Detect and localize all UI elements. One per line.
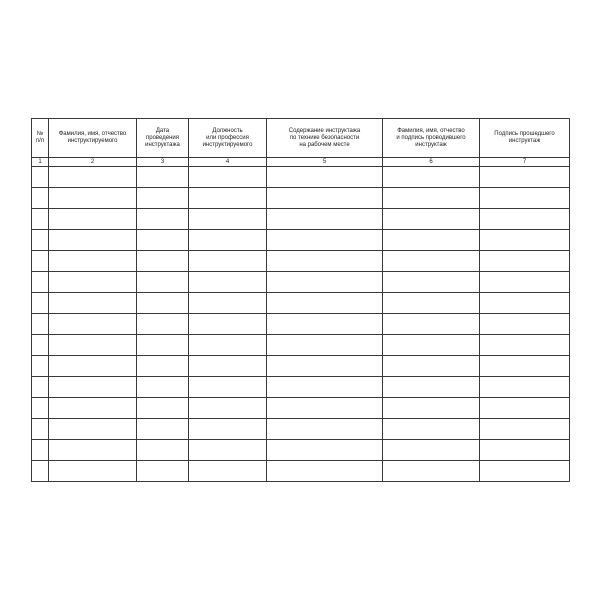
table-cell[interactable]: [480, 377, 570, 398]
table-cell[interactable]: [49, 356, 137, 377]
table-cell[interactable]: [32, 230, 49, 251]
column-header-trainee-name: Фамилия, имя, отчество инструктируемого: [49, 119, 137, 158]
table-cell[interactable]: [189, 230, 267, 251]
table-cell[interactable]: [383, 230, 480, 251]
table-cell[interactable]: [267, 188, 383, 209]
table-cell[interactable]: [137, 440, 189, 461]
table-cell[interactable]: [383, 272, 480, 293]
table-cell[interactable]: [189, 188, 267, 209]
table-cell[interactable]: [49, 188, 137, 209]
table-cell[interactable]: [480, 167, 570, 188]
table-cell[interactable]: [32, 398, 49, 419]
table-cell[interactable]: [32, 377, 49, 398]
table-cell[interactable]: [189, 251, 267, 272]
table-cell[interactable]: [49, 461, 137, 482]
column-number: 3: [137, 158, 189, 167]
table-cell[interactable]: [189, 272, 267, 293]
table-cell[interactable]: [137, 314, 189, 335]
table-cell[interactable]: [137, 230, 189, 251]
table-cell[interactable]: [49, 314, 137, 335]
table-cell[interactable]: [137, 419, 189, 440]
table-cell[interactable]: [267, 461, 383, 482]
column-header-trainee-signature: Подпись прошедшего инструктаж: [480, 119, 570, 158]
column-number-row: [32, 158, 570, 167]
header-row: [32, 119, 570, 158]
table-row: [32, 377, 570, 398]
table-cell[interactable]: [267, 398, 383, 419]
table-cell[interactable]: [189, 461, 267, 482]
table-cell[interactable]: [383, 251, 480, 272]
table-cell[interactable]: [32, 356, 49, 377]
table-cell[interactable]: [32, 293, 49, 314]
table-cell[interactable]: [383, 293, 480, 314]
table-cell[interactable]: [267, 314, 383, 335]
table-cell[interactable]: [137, 398, 189, 419]
table-cell[interactable]: [189, 440, 267, 461]
table-cell[interactable]: [189, 419, 267, 440]
column-header-instruction-content: Содержание инструктажа по технике безопасности на рабочем месте: [267, 119, 383, 158]
table-cell[interactable]: [189, 293, 267, 314]
table-cell[interactable]: [480, 293, 570, 314]
instruction-log-table: [31, 118, 570, 482]
table-cell[interactable]: [49, 293, 137, 314]
table-cell[interactable]: [32, 209, 49, 230]
table-cell[interactable]: [480, 314, 570, 335]
table-row: [32, 209, 570, 230]
table-cell[interactable]: [480, 356, 570, 377]
column-number: 1: [32, 158, 49, 167]
table-cell[interactable]: [189, 314, 267, 335]
table-cell[interactable]: [480, 461, 570, 482]
table-cell[interactable]: [137, 293, 189, 314]
table-cell[interactable]: [267, 356, 383, 377]
column-header-row-number: № п/п: [32, 119, 49, 158]
table-cell[interactable]: [267, 440, 383, 461]
table-cell[interactable]: [137, 167, 189, 188]
table-cell[interactable]: [383, 188, 480, 209]
table-row: [32, 293, 570, 314]
table-cell[interactable]: [32, 167, 49, 188]
table-cell[interactable]: [383, 335, 480, 356]
table-cell[interactable]: [480, 272, 570, 293]
table-row: [32, 188, 570, 209]
table-cell[interactable]: [49, 440, 137, 461]
table-cell[interactable]: [383, 440, 480, 461]
table-cell[interactable]: [189, 167, 267, 188]
table-cell[interactable]: [480, 209, 570, 230]
table-cell[interactable]: [480, 398, 570, 419]
table-cell[interactable]: [137, 188, 189, 209]
table-cell[interactable]: [189, 335, 267, 356]
table-cell[interactable]: [49, 209, 137, 230]
table-cell[interactable]: [32, 272, 49, 293]
table-cell[interactable]: [383, 356, 480, 377]
table-cell[interactable]: [189, 209, 267, 230]
table-cell[interactable]: [189, 356, 267, 377]
table-cell[interactable]: [137, 209, 189, 230]
table-cell[interactable]: [383, 314, 480, 335]
table-cell[interactable]: [49, 377, 137, 398]
table-cell[interactable]: [137, 356, 189, 377]
table-row: [32, 230, 570, 251]
table-cell[interactable]: [267, 335, 383, 356]
table-cell[interactable]: [480, 188, 570, 209]
table-row: [32, 398, 570, 419]
table-cell[interactable]: [383, 419, 480, 440]
table-row: [32, 440, 570, 461]
table-row: [32, 167, 570, 188]
table-cell[interactable]: [49, 272, 137, 293]
table-cell[interactable]: [267, 377, 383, 398]
column-number: 2: [49, 158, 137, 167]
table-row: [32, 461, 570, 482]
table-cell[interactable]: [383, 398, 480, 419]
table-cell[interactable]: [480, 419, 570, 440]
column-number: 4: [189, 158, 267, 167]
table-cell[interactable]: [49, 419, 137, 440]
table-cell[interactable]: [480, 335, 570, 356]
table-cell[interactable]: [383, 167, 480, 188]
table-cell[interactable]: [383, 377, 480, 398]
column-header-instructor-name-signature: Фамилия, имя, отчество и подпись проводившего инструктаж: [383, 119, 480, 158]
table-cell[interactable]: [267, 293, 383, 314]
table-cell[interactable]: [267, 272, 383, 293]
table-cell[interactable]: [32, 251, 49, 272]
table-cell[interactable]: [189, 377, 267, 398]
table-cell[interactable]: [49, 335, 137, 356]
table-cell[interactable]: [137, 272, 189, 293]
table-row: [32, 356, 570, 377]
table-row: [32, 251, 570, 272]
table-cell[interactable]: [267, 167, 383, 188]
table-cell[interactable]: [32, 314, 49, 335]
table-cell[interactable]: [267, 251, 383, 272]
table-row: [32, 419, 570, 440]
table-cell[interactable]: [32, 461, 49, 482]
table-cell[interactable]: [137, 461, 189, 482]
table-cell[interactable]: [383, 209, 480, 230]
column-header-instruction-date: Дата проведения инструктажа: [137, 119, 189, 158]
table-row: [32, 335, 570, 356]
table-cell[interactable]: [480, 440, 570, 461]
column-header-position: Должность или профессия инструктируемого: [189, 119, 267, 158]
table-cell[interactable]: [32, 419, 49, 440]
table-cell[interactable]: [49, 398, 137, 419]
table-cell[interactable]: [267, 419, 383, 440]
column-number: 6: [383, 158, 480, 167]
table-cell[interactable]: [49, 251, 137, 272]
table-cell[interactable]: [137, 377, 189, 398]
table-body: [32, 167, 570, 482]
table-row: [32, 314, 570, 335]
table-cell[interactable]: [137, 251, 189, 272]
table-cell[interactable]: [480, 251, 570, 272]
table-cell[interactable]: [32, 335, 49, 356]
table-row: [32, 272, 570, 293]
table-cell[interactable]: [49, 167, 137, 188]
table-cell[interactable]: [32, 440, 49, 461]
table-cell[interactable]: [267, 230, 383, 251]
table-cell[interactable]: [189, 398, 267, 419]
table-cell[interactable]: [480, 230, 570, 251]
table-cell[interactable]: [267, 209, 383, 230]
table-cell[interactable]: [49, 230, 137, 251]
column-number: 7: [480, 158, 570, 167]
table-cell[interactable]: [137, 335, 189, 356]
table-cell[interactable]: [383, 461, 480, 482]
column-number: 5: [267, 158, 383, 167]
table-cell[interactable]: [32, 188, 49, 209]
